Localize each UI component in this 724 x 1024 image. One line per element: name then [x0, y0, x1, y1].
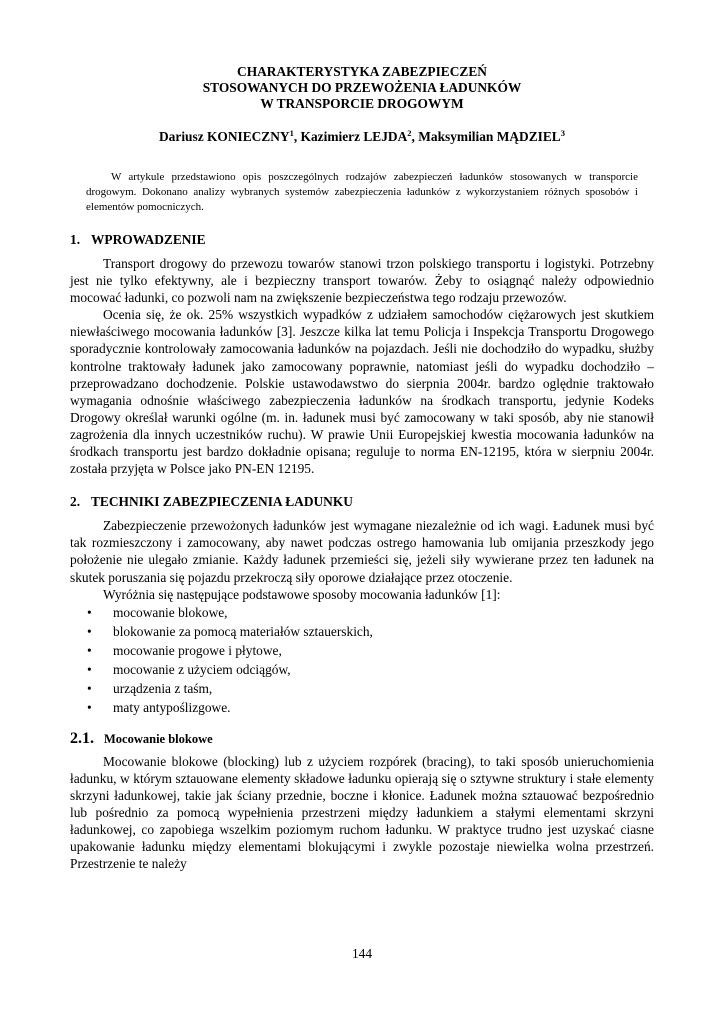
section-heading — [70, 231, 654, 249]
body-paragraph: Mocowanie blokowe (blocking) lub z użyciem rozpórek (bracing), to taki sposób unieruchomienia ładunku, w którym sztauowane elementy składowe ładunku opierają się o sztywne struktury i stałe elementy skrzyni ładunkowej, takie jak ściany przednie, boczne i kłonice. Ładunek można sztauować bezpośrednio lub pośrednio za pomocą wypełnienia przestrzeni między ładunkiem a stałymi elementami skrzyni ładunkowej, co zapobiega wszelkim poziomym ruchom ładunku. W praktyce trudno jest uzyskać ciasne upakowanie ładunku między elementami blokującymi i zwykle pozostaje niewielka wolna przestrzeń. Przestrzenie te należy — [70, 753, 654, 872]
subsection-title: Mocowanie blokowe — [104, 731, 213, 746]
subsection-number: 2.1. — [70, 729, 94, 747]
bullet-icon: • — [87, 661, 92, 677]
paper-title — [70, 64, 654, 112]
section-title: TECHNIKI ZABEZPIECZENIA ŁADUNKU — [91, 494, 353, 510]
section-heading — [70, 493, 654, 511]
author-name: Dariusz KONIECZNY — [159, 129, 290, 144]
author-separator: , — [411, 129, 419, 144]
paper-page — [70, 64, 654, 872]
bullet-icon: • — [87, 642, 92, 658]
author-name: Kazimierz LEJDA — [300, 129, 408, 144]
list-item-text: mocowanie z użyciem odciągów, — [113, 661, 291, 677]
list-item — [70, 679, 654, 698]
list-item — [70, 660, 654, 679]
section-number: 1. — [70, 232, 81, 247]
list-item-text: maty antypoślizgowe. — [113, 699, 231, 715]
list-item — [70, 622, 654, 641]
section-number: 2. — [70, 494, 81, 510]
list-item — [70, 698, 654, 717]
author-name: Maksymilian MĄDZIEL — [418, 129, 561, 144]
body-paragraph: Transport drogowy do przewozu towarów stanowi trzon polskiego transportu i logistyki. Potrzebny jest nie tylko efektywny, ale i bezpieczny transport towarów. Żeby to osiągnąć należy odpowiednio mocować ładunki, co pozwoli nam na zwiększenie bezpieczeństwa tego rodzaju przewozów. — [70, 256, 654, 306]
list-item-text: mocowanie blokowe, — [113, 604, 228, 620]
author-separator: , — [293, 129, 301, 144]
author-affiliation: 1 — [289, 128, 294, 138]
list-item — [70, 641, 654, 660]
list-item-text: mocowanie progowe i płytowe, — [113, 642, 282, 658]
body-paragraph: Ocenia się, że ok. 25% wszystkich wypadków z udziałem samochodów ciężarowych jest skutkiem niewłaściwego mocowania ładunków [3]. Jeszcze kilka lat temu Policja i Inspekcja Transportu Drogowego sporadycznie kontrolowały zamocowania ładunków na pojazdach. Jeśli nie dochodziło do wypadku, służby kontrolne traktowały ładunek jako zamocowany poprawnie, natomiast jeśli do wypadku dochodziło – przeprowadzano dochodzenie. Polskie ustawodawstwo do sierpnia 2004r. bardzo oględnie traktowało wymagania odnośnie właściwego zabezpieczenia ładunków na środkach transportu, jedynie Kodeks Drogowy określał warunki ogólne (m. in. ładunek musi być zamocowany w taki sposób, aby nie stanowił zagrożenia dla innych uczestników ruchu). W prawie Unii Europejskiej kwestia mocowania ładunków na środkach transportu jest bardzo dokładnie opisana; reguluje to norma EN-12195, która w sierpniu 2004r. została przyjęta w Polsce jako PN-EN 12195. — [70, 307, 654, 477]
body-paragraph: Zabezpieczenie przewożonych ładunków jest wymagane niezależnie od ich wagi. Ładunek musi być tak rozmieszczony i zamocowany, aby nawet podczas ostrego hamowania lub omijania przeszkody jego położenie nie ulegało zmianie. Każdy ładunek przemieści się, jeżeli siły wywierane przez ten ładunek na skutek poruszania się pojazdu przekroczą siły oporowe działające przez otoczenie. — [70, 518, 654, 585]
bullet-list — [70, 603, 654, 717]
list-item-text: blokowanie za pomocą materiałów sztauerskich, — [113, 623, 373, 639]
author-list — [70, 129, 654, 145]
bullet-icon: • — [87, 699, 92, 715]
list-item — [70, 603, 654, 622]
title-line: STOSOWANYCH DO PRZEWOŻENIA ŁADUNKÓW — [202, 80, 522, 95]
bullet-icon: • — [87, 680, 92, 696]
bullet-icon: • — [87, 604, 92, 620]
body-paragraph: Wyróżnia się następujące podstawowe sposoby mocowania ładunków [1]: — [103, 586, 501, 602]
author-affiliation: 2 — [407, 128, 412, 138]
subsection-heading — [70, 730, 654, 748]
title-line: CHARAKTERYSTYKA ZABEZPIECZEŃ — [237, 64, 487, 79]
section-title: WPROWADZENIE — [91, 232, 206, 247]
bullet-icon: • — [87, 623, 92, 639]
author-affiliation: 3 — [560, 128, 565, 138]
list-item-text: urządzenia z taśm, — [113, 680, 213, 696]
abstract: W artykule przedstawiono opis poszczególnych rodzajów zabezpieczeń ładunków stosowanych w transporcie drogowym. Dokonano analizy wybranych systemów zabezpieczenia ładunków z wykorzystaniem różnych sposobów i elementów pomocniczych. — [86, 171, 638, 213]
title-line: W TRANSPORCIE DROGOWYM — [260, 96, 464, 111]
page-number: 144 — [351, 946, 373, 961]
